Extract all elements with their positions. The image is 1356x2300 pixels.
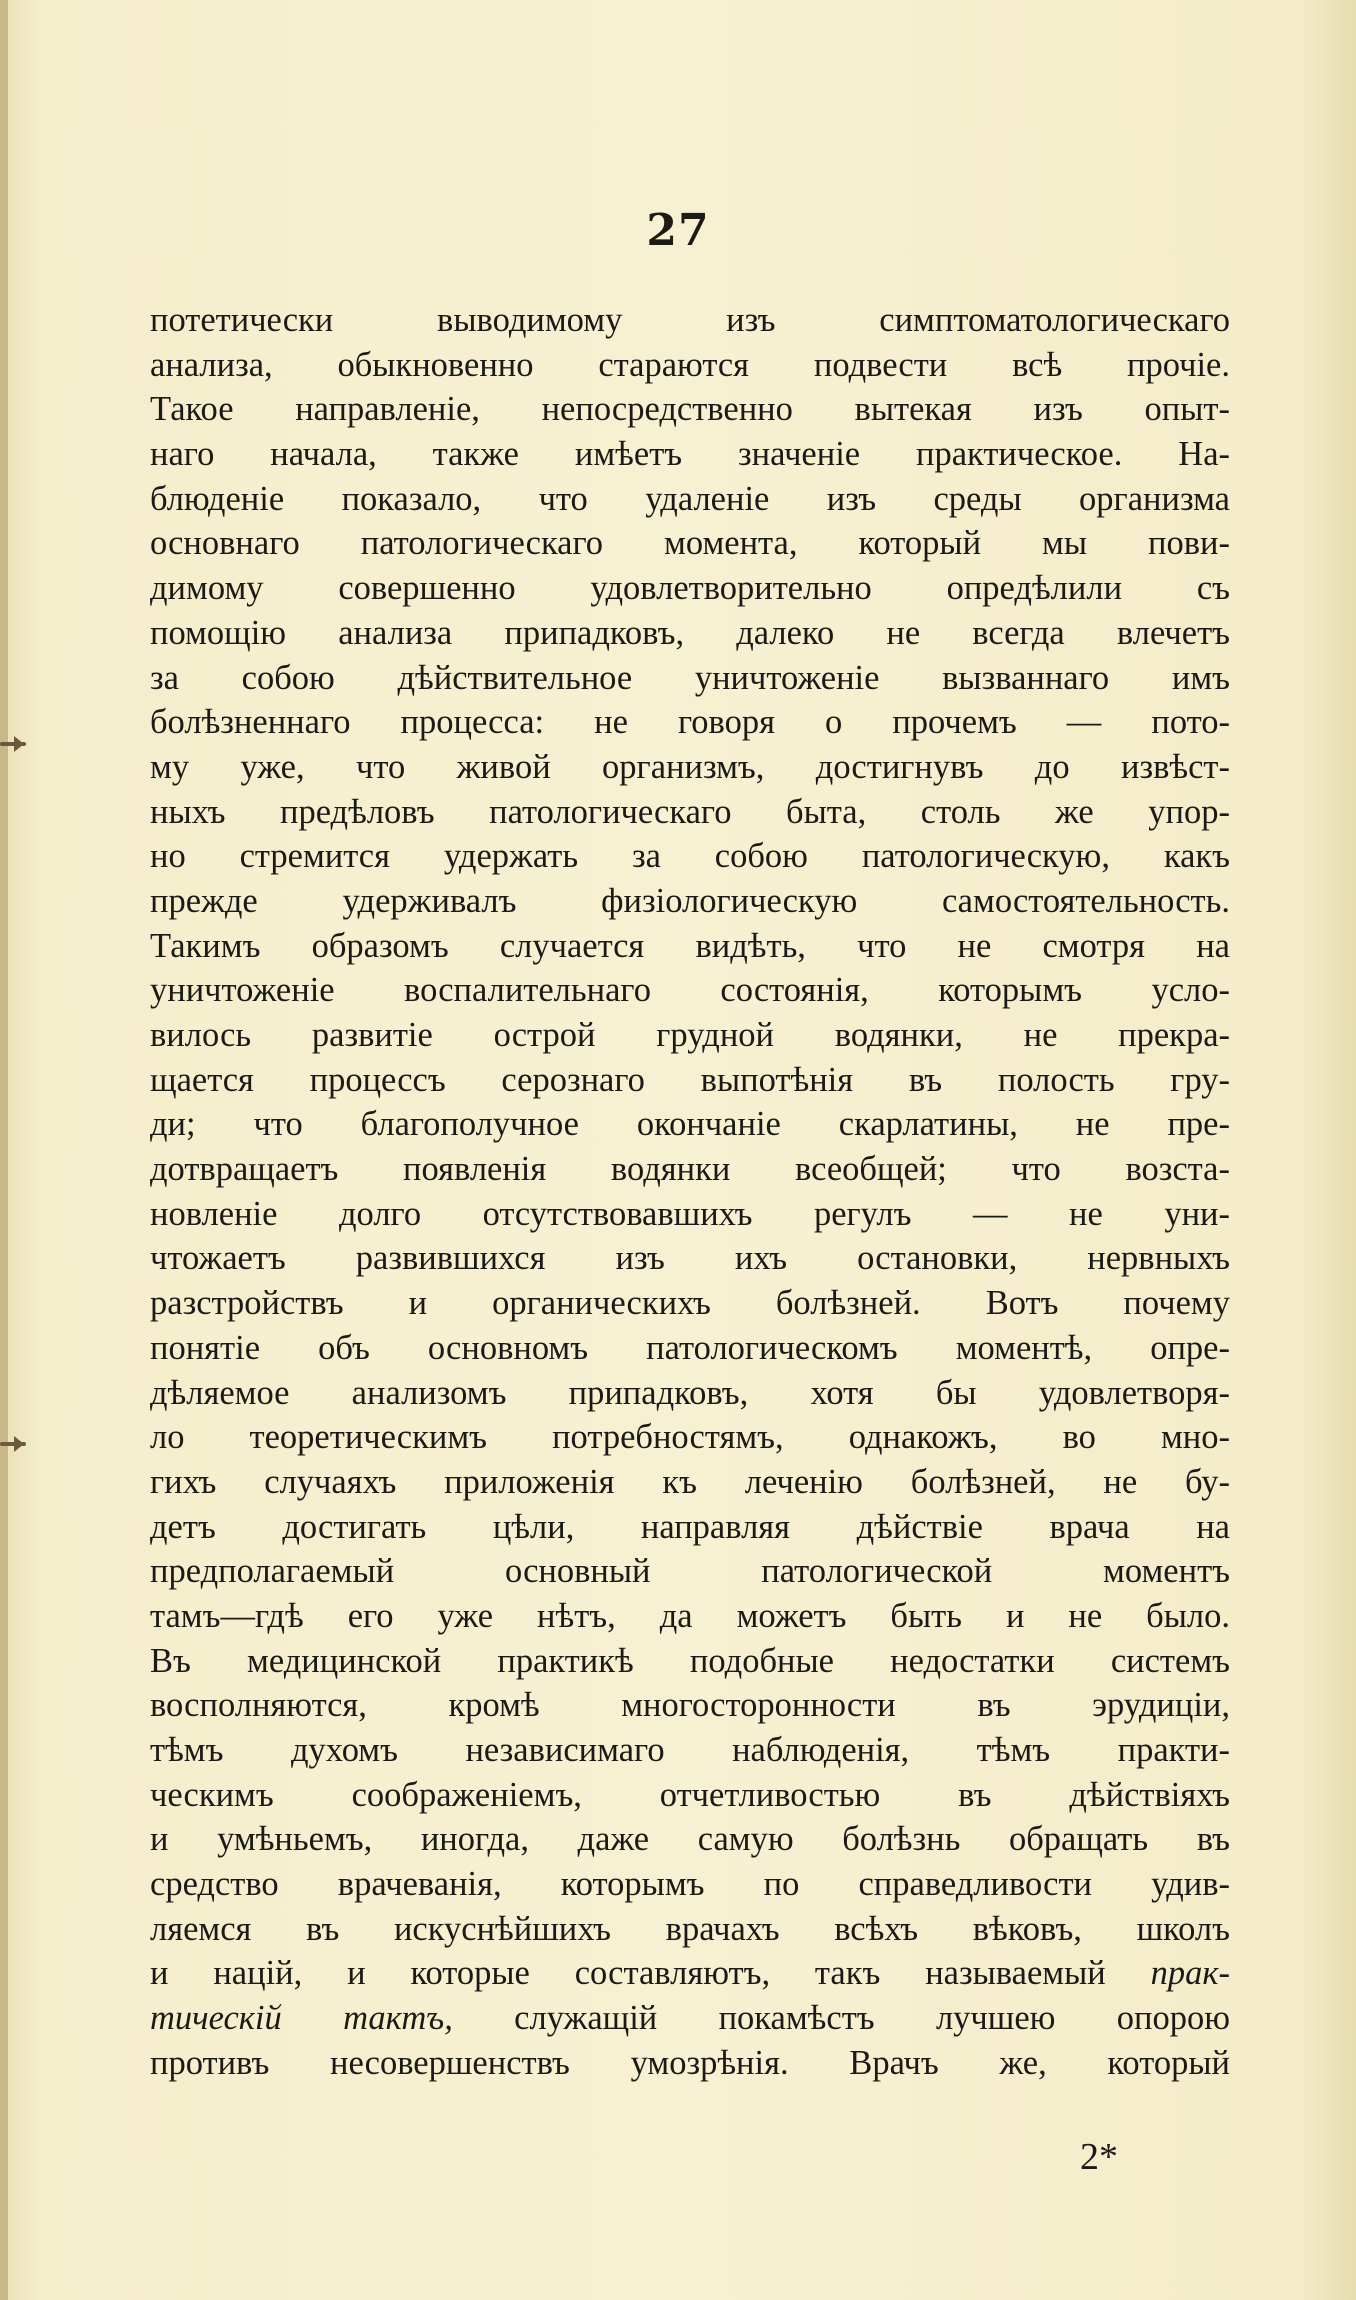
text-line: потетически выводимому изъ симптоматологическаго [150,301,1230,339]
text-line: гихъ случаяхъ приложенія къ леченію болѣзней, не бу- [150,1462,1230,1501]
text-line: ческимъ соображеніемъ, отчетливостью въ дѣйствіяхъ [150,1775,1230,1814]
text-line-roman: и націй, и которые составляютъ, такъ называемый [150,1954,1106,1993]
text-line: уничтоженіе воспалительнаго состоянія, которымъ усло- [150,971,1230,1010]
text-line: средство врачеванія, которымъ по справедливости удив- [150,1865,1230,1904]
text-line: противъ несовершенствъ умозрѣнія. Врачъ же, который [150,2043,1230,2082]
margin-tab-mark [0,742,26,746]
body-text [150,298,1230,2086]
text-line: основнаго патологическаго момента, который мы пови- [150,524,1230,563]
page-edge-shadow [0,0,8,2300]
text-line: новленіе долго отсутствовавшихъ регулъ — не уни- [150,1194,1230,1233]
text-line: му уже, что живой организмъ, достигнувъ до извѣст- [150,747,1230,786]
text-line-roman: служащій покамѣстъ лучшею опорою [452,1999,1231,2038]
text-line: дѣляемое анализомъ припадковъ, хотя бы удовлетворя- [150,1373,1230,1412]
page-number: 27 [646,205,710,256]
text-line: наго начала, также имѣетъ значеніе практическое. На- [150,435,1230,474]
text-line: ди; что благополучное окончаніе скарлатины, не пре- [150,1105,1230,1144]
text-line: и умѣньемъ, иногда, даже самую болѣзнь обращать въ [150,1820,1230,1859]
text-line: ляемся въ искуснѣйшихъ врачахъ всѣхъ вѣковъ, школъ [150,1909,1230,1948]
text-line [150,1951,1230,1996]
text-line: димому совершенно удовлетворительно опредѣлили съ [150,569,1230,608]
text-line: восполняются, кромѣ многосторонности въ эрудиціи, [150,1686,1230,1725]
text-line: помощію анализа припадковъ, далеко не всегда влечетъ [150,613,1230,652]
text-line: тѣмъ духомъ независимаго наблюденія, тѣмъ практи- [150,1731,1230,1769]
text-line: анализа, обыкновенно стараются подвести всѣ прочіе. [150,345,1230,384]
text-line: ныхъ предѣловъ патологическаго быта, столь же упор- [150,792,1230,831]
text-line: болѣзненнаго процесса: не говоря о прочемъ — пото- [150,703,1230,742]
signature-mark: 2* [1080,2136,1118,2178]
text-line: Въ медицинской практикѣ подобные недостатки системъ [150,1641,1230,1680]
italic-term: тическій тактъ, [150,1999,453,2038]
text-line: Такое направленіе, непосредственно вытекая изъ опыт- [150,390,1230,429]
text-line: за собою дѣйствительное уничтоженіе вызваннаго имъ [150,658,1230,697]
text-line: дотвращаетъ появленія водянки всеобщей; что возста- [150,1150,1230,1189]
text-line: разстройствъ и органическихъ болѣзней. Вотъ почему [150,1284,1230,1323]
text-line: вилось развитіе острой грудной водянки, не прекра- [150,1016,1230,1054]
text-line: блюденіе показало, что удаленіе изъ среды организма [150,479,1230,518]
text-line: ло теоретическимъ потребностямъ, однакожъ, во мно- [150,1418,1230,1457]
margin-tab-mark [0,1442,26,1446]
text-line: Такимъ образомъ случается видѣть, что не смотря на [150,926,1230,965]
text-line: тамъ—гдѣ его уже нѣтъ, да можетъ быть и не было. [150,1596,1230,1635]
text-line: понятіе объ основномъ патологическомъ моментѣ, опре- [150,1328,1230,1367]
text-line: прежде удерживалъ физіологическую самостоятельность. [150,881,1230,920]
text-line: но стремится удержать за собою патологическую, какъ [150,837,1230,876]
text-line: детъ достигать цѣли, направляя дѣйствіе врача на [150,1507,1230,1546]
text-line: предполагаемый основный патологической моментъ [150,1552,1230,1591]
italic-term: прак- [1150,1954,1231,1993]
text-line: чтожаетъ развившихся изъ ихъ остановки, нервныхъ [150,1239,1230,1278]
text-line: щается процессъ серознаго выпотѣнія въ полость гру- [150,1060,1230,1099]
text-line [150,1996,1230,2041]
